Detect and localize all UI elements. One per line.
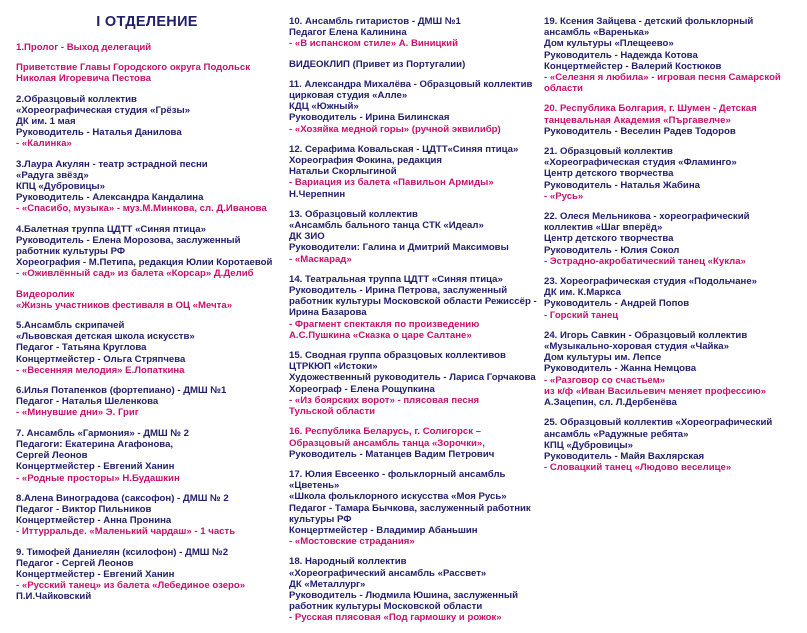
item-text-line: Дом культуры «Плещеево»: [544, 38, 674, 50]
item-text-line: 18. Народный коллектив: [289, 556, 407, 568]
item-text-line: Концертмейстер - Владимир Абаньшин: [289, 524, 478, 536]
item-text-line: Концертмейстер - Валерий Костюков: [544, 60, 722, 72]
item-text-line: ДК ЗИО: [289, 231, 325, 243]
item-text-line: Педагог - Тамара Бычкова, заслуженный работник: [289, 502, 531, 514]
program-item: [16, 62, 278, 84]
item-text-line: КПЦ «Дубровицы»: [16, 181, 105, 193]
item-text-line: 15. Сводная группа образцовых коллективов: [289, 350, 506, 362]
item-text-line: Педагог - Татьяна Круглова: [16, 342, 147, 354]
item-highlight-line: - Вариация из балета «Павильон Армиды»: [289, 177, 494, 189]
item-text-line: 7. Ансамбль «Гармония» - ДМШ № 2: [16, 427, 190, 439]
item-text-line: Руководитель - Наталья Данилова: [16, 127, 182, 139]
item-text-line: 3.Лаура Акулян - театр эстрадной песни: [16, 158, 208, 170]
item-highlight-line: - «Минувшие дни» Э. Григ: [16, 407, 139, 419]
program-item: [289, 209, 537, 265]
item-highlight-line: Тульской области: [289, 406, 376, 418]
item-text-line: Руководитель - Наталья Жабина: [544, 179, 700, 191]
item-text-line: «Ансамбль бального танца СТК «Идеал»: [289, 220, 484, 232]
program-item: [16, 493, 278, 538]
program-item: [544, 276, 802, 321]
item-text-line: Педагоги: Екатерина Агафонова,: [16, 438, 174, 450]
program-item: [544, 417, 802, 473]
program-item: [544, 146, 802, 202]
item-text-line: ДК «Металлург»: [289, 578, 366, 590]
item-text-line: Хореография Фокина, редакция: [289, 155, 442, 167]
item-text-line: Руководитель - Александра Кандалина: [16, 192, 204, 204]
item-highlight-line: - «Русь»: [544, 190, 584, 202]
item-text-line: 10. Ансамбль гитаристов - ДМШ №1: [289, 16, 461, 27]
program-item: [16, 320, 278, 376]
item-text-line: «Музыкально-хоровая студия «Чайка»: [544, 341, 729, 353]
item-text-line: Концертмейстер - Евгений Ханин: [16, 461, 175, 473]
item-highlight-line: 20. Республика Болгария, г. Шумен - Детская: [544, 103, 757, 115]
item-text-line: Руководитель - Надежда Котова: [544, 49, 698, 61]
item-highlight-line: - «Селезня я любила» - игровая песня Самарской: [544, 72, 781, 84]
item-text-line: 12. Серафима Ковальская - ЦДТТ«Синяя птица»: [289, 143, 519, 155]
item-text-line: «Школа фольклорного искусства «Моя Русь»: [289, 491, 507, 503]
program-item: [16, 42, 278, 53]
item-text-line: Концертмейстер - Анна Пронина: [16, 515, 172, 527]
item-text-line: работник культуры Московской области: [289, 601, 483, 613]
item-text-line: 8.Алена Виноградова (саксофон) - ДМШ № 2: [16, 492, 229, 504]
item-highlight-line: - «Русский танец» из балета «Лебединое озеро»: [16, 580, 246, 592]
item-text-line: Руководитель - Андрей Попов: [544, 298, 690, 310]
item-highlight-line: Видеоролик: [16, 288, 75, 300]
item-text-line: Центр детского творчества: [544, 233, 674, 245]
item-text-line: культуры РФ: [289, 513, 352, 525]
item-highlight-line: 1.Пролог - Выход делегаций: [16, 42, 152, 53]
program-item: [289, 16, 537, 50]
program-item: [16, 94, 278, 150]
item-text-line: ансамбль «Радужные ребята»: [544, 428, 689, 440]
item-text-line: ансамбль «Варенька»: [544, 27, 650, 39]
item-text-line: Педагог Елена Калинина: [289, 27, 407, 39]
item-highlight-line: - «Калинка»: [16, 138, 72, 150]
item-highlight-line: - Фрагмент спектакля по произведению: [289, 318, 480, 330]
item-text-line: 6.Илья Потапенков (фортепиано) - ДМШ №1: [16, 385, 227, 397]
item-text-line: Руководитель - Людмила Юшина, заслуженный: [289, 589, 518, 601]
program-item: [289, 426, 537, 460]
item-text-line: 5.Ансамбль скрипачей: [16, 320, 125, 332]
item-highlight-line: - «Спасибо, музыка» - муз.М.Минкова, сл. Д.Иванова: [16, 203, 267, 215]
item-text-line: 4.Балетная труппа ЦДТТ «Синяя птица»: [16, 223, 206, 235]
program-item: [544, 103, 802, 137]
item-highlight-line: из к/ф «Иван Васильевич меняет профессию»: [544, 385, 767, 397]
item-highlight-line: - «Мостовские страдания»: [289, 536, 415, 548]
item-highlight-line: - «Весенняя мелодия» Е.Лопаткина: [16, 364, 185, 376]
item-text-line: Педагог - Наталья Шеленкова: [16, 396, 159, 408]
item-text-line: Руководители: Галина и Дмитрий Максимовы: [289, 242, 509, 254]
item-text-line: 13. Образцовый коллектив: [289, 208, 418, 220]
item-text-line: Хореограф - Елена Рощупкина: [289, 383, 435, 395]
item-text-line: Руководитель - Майя Вахлярская: [544, 450, 705, 462]
item-highlight-line: - Иттурральде. «Маленький чардаш» - 1 часть: [16, 526, 236, 538]
item-text-line: Сергей Леонов: [16, 450, 88, 462]
item-text-line: «Радуга звёзд»: [16, 169, 89, 181]
item-highlight-line: Николая Игоревича Пестова: [16, 73, 151, 85]
item-highlight-line: Образцовый ансамбль танца «Зорочки»,: [289, 437, 485, 449]
item-text-line: «Львовская детская школа искусств»: [16, 331, 195, 343]
program-column-3: [544, 16, 802, 482]
program-item: [544, 16, 802, 94]
item-text-line: Художественный руководитель - Лариса Горчакова: [289, 372, 536, 384]
item-highlight-line: - Русская плясовая «Под гармошку и рожок»: [289, 612, 502, 624]
item-text-line: КПЦ «Дубровицы»: [544, 439, 633, 451]
item-text-line: 19. Ксения Зайцева - детский фольклорный: [544, 16, 754, 27]
program-item: [289, 350, 537, 417]
item-text-line: «Цветень»: [289, 480, 340, 492]
item-highlight-line: «Жизнь участников фестиваля в ОЦ «Мечта»: [16, 299, 233, 311]
item-text-line: «Хореографическая студия «Грёзы»: [16, 104, 191, 116]
item-highlight-line: - Горский танец: [544, 309, 619, 321]
item-highlight-line: - Эстрадно-акробатический танец «Кукла»: [544, 255, 746, 267]
program-item: [16, 159, 278, 215]
item-text-line: Руководитель - Елена Морозова, заслуженный: [16, 234, 241, 246]
item-highlight-line: А.С.Пушкина «Сказка о царе Салтане»: [289, 329, 472, 341]
item-text-line: Педагог - Сергей Леонов: [16, 557, 134, 569]
item-text-line: Центр детского творчества: [544, 168, 674, 180]
program-item: [289, 59, 537, 70]
item-text-line: Руководитель - Ирина Билинская: [289, 112, 450, 124]
item-text-line: ДК им. К.Маркса: [544, 287, 621, 299]
item-text-line: Дом культуры им. Лепсе: [544, 352, 662, 364]
item-highlight-line: - «Хозяйка медной горы» (ручной эквилибр): [289, 123, 501, 135]
item-text-line: 25. Образцовый коллектив «Хореографический: [544, 417, 773, 429]
item-text-line: Руководитель - Жанна Немцова: [544, 363, 697, 375]
item-text-line: «Хореографический ансамбль «Рассвет»: [289, 567, 487, 579]
item-text-line: 21. Образцовый коллектив: [544, 146, 673, 158]
item-highlight-line: - «Из боярских ворот» - плясовая песня: [289, 394, 480, 406]
program-item: [289, 144, 537, 200]
program-column-1: [16, 14, 278, 612]
program-column-2: [289, 16, 537, 633]
program-item: [16, 385, 278, 419]
item-highlight-line: 16. Республика Беларусь, г. Солигорск –: [289, 426, 482, 438]
item-text-line: Ирина Базарова: [289, 307, 367, 319]
program-item: [544, 211, 802, 267]
item-text-line: работник культуры Московской области Режиссёр -: [289, 296, 537, 308]
item-highlight-line: области: [544, 83, 583, 95]
item-text-line: цирковая студия «Алле»: [289, 90, 408, 102]
program-item: [16, 289, 278, 311]
item-text-line: КДЦ «Южный»: [289, 101, 359, 113]
item-text-line: Руководитель - Веселин Радев Тодоров: [544, 125, 736, 137]
item-text-line: ДК им. 1 мая: [16, 116, 76, 128]
program-item: [16, 224, 278, 280]
item-text-line: «Хореографическая студия «Фламинго»: [544, 157, 737, 169]
program-item: [289, 274, 537, 341]
item-text-line: 9. Тимофей Даниелян (ксилофон) - ДМШ №2: [16, 546, 229, 558]
item-text-line: Руководитель - Юлия Сокол: [544, 244, 680, 256]
item-text-line: коллектив «Шаг вперёд»: [544, 222, 663, 234]
item-text-line: ВИДЕОКЛИП (Привет из Португалии): [289, 58, 466, 70]
program-item: [544, 330, 802, 408]
item-text-line: Концертмейстер - Ольга Стряпчева: [16, 353, 186, 365]
item-text-line: Концертмейстер - Евгений Ханин: [16, 568, 175, 580]
item-highlight-line: - «В испанском стиле» А. Виницкий: [289, 38, 458, 50]
program-item: [289, 79, 537, 135]
program-item: [289, 556, 537, 623]
item-text-line: 2.Образцовый коллектив: [16, 93, 137, 105]
item-text-line: Педагог - Виктор Пильников: [16, 503, 152, 515]
item-text-line: Хореография - М.Петипа, редакция Юлии Коротаевой: [16, 257, 273, 269]
item-highlight-line: - «Родные просторы» Н.Будашкин: [16, 472, 180, 484]
item-text-line: Руководитель - Ирина Петрова, заслуженный: [289, 285, 508, 297]
item-highlight-line: Приветствие Главы Городского округа Подольск: [16, 62, 251, 74]
program-item: [289, 469, 537, 547]
item-text-line: А.Зацепин, сл. Л.Дербенёва: [544, 397, 677, 409]
item-text-line: работник культуры РФ: [16, 246, 126, 258]
item-text-line: 11. Александра Михалёва - Образцовый коллектив: [289, 78, 533, 90]
section-heading: I ОТДЕЛЕНИЕ: [96, 14, 198, 30]
program-item: [16, 547, 278, 603]
item-text-line: 23. Хореографическая студия «Подольчане»: [544, 276, 758, 288]
item-highlight-line: - «Маскарад»: [289, 253, 352, 265]
item-text-line: Натальи Скорлыгиной: [289, 166, 397, 178]
item-text-line: Н.Черепнин: [289, 188, 346, 200]
item-highlight-line: - «Оживлённый сад» из балета «Корсар» Д.Делиб: [16, 268, 254, 280]
item-text-line: Руководитель - Матанцев Вадим Петрович: [289, 448, 495, 460]
item-text-line: 22. Олеся Мельникова - хореографический: [544, 211, 750, 223]
item-text-line: 14. Театральная труппа ЦДТТ «Синяя птица»: [289, 273, 503, 285]
item-text-line: 24. Игорь Савкин - Образцовый коллектив: [544, 329, 748, 341]
item-text-line: ЦТРКЮП «Истоки»: [289, 361, 378, 373]
item-highlight-line: танцевальная Академия «Пъргавелче»: [544, 114, 731, 126]
item-text-line: 17. Юлия Евсеенко - фольклорный ансамбль: [289, 468, 506, 480]
item-highlight-line: - Словацкий танец «Людово веселице»: [544, 462, 732, 474]
program-item: [16, 428, 278, 484]
item-text-line: П.И.Чайковский: [16, 591, 92, 603]
item-highlight-line: - «Разговор со счастьем»: [544, 374, 666, 386]
